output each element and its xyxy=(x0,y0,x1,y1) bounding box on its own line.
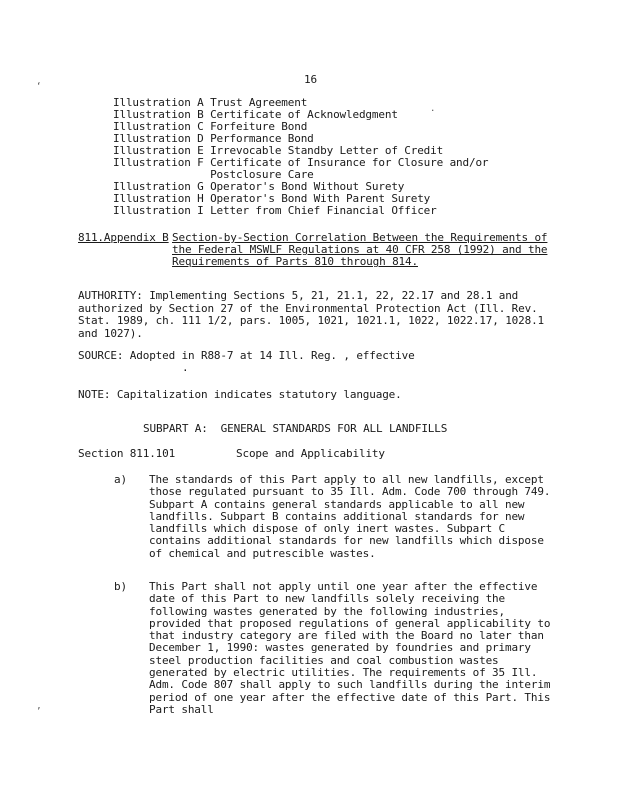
illustration-line: Illustration E Irrevocable Standby Letter of Credit xyxy=(113,144,444,157)
illustration-line: Illustration G Operator's Bond Without Surety xyxy=(113,180,405,193)
scan-mark: . xyxy=(430,104,436,114)
scan-mark: ’ xyxy=(36,707,42,717)
section-title: Scope and Applicability xyxy=(236,447,385,460)
note-line: NOTE: Capitalization indicates statutory language. xyxy=(78,388,402,401)
source-dot: . xyxy=(182,361,189,374)
page-number: 16 xyxy=(304,73,317,86)
illustration-line: Illustration A Trust Agreement xyxy=(113,96,308,109)
source-line: SOURCE: Adopted in R88-7 at 14 Ill. Reg. , effective xyxy=(78,349,415,362)
item-label: b) xyxy=(114,580,127,593)
item-label: a) xyxy=(114,473,127,486)
item-text: This Part shall not apply until one year after the effective date of this Part to new landfills solely receiving the following wastes generated by the following industries, provided that proposed regulations of general applicability to that industry category are filed with the Board no later than December 1, 1990: wastes generated by foundries and primary steel production facilities and coal combustion wastes generated by electric utilities. The requirements of 35 Ill. Adm. Code 807 shall apply to such landfills during the interim period of one year after the effective date of this Part. This Part shall xyxy=(149,580,551,716)
illustration-line: Illustration F Certificate of Insurance for Closure and/or xyxy=(113,156,489,169)
illustration-line: Postclosure Care xyxy=(113,168,314,181)
illustration-line: Illustration D Performance Bond xyxy=(113,132,314,145)
item-text: The standards of this Part apply to all new landfills, except those regulated pursuant to 35 Ill. Adm. Code 700 through 749. Subpart A contains general standards applicable to all new landfills. Subpart B contains additional standards for new landfills which dispose of only inert wastes. Subpart C contains additional standards for new landfills which dispose of chemical and putrescible wastes. xyxy=(149,473,551,560)
illustration-line: Illustration C Forfeiture Bond xyxy=(113,120,308,133)
illustration-line: Illustration B Certificate of Acknowledgment xyxy=(113,108,398,121)
illustration-line: Illustration H Operator's Bond With Parent Surety xyxy=(113,192,431,205)
section-number: Section 811.101 xyxy=(78,447,176,460)
subpart-heading: SUBPART A: GENERAL STANDARDS FOR ALL LANDFILLS xyxy=(143,422,448,435)
appendix-label: 811.Appendix B xyxy=(78,231,169,244)
illustration-line: Illustration I Letter from Chief Financial Officer xyxy=(113,204,437,217)
appendix-title: Section-by-Section Correlation Between the Requirements of the Federal MSWLF Regulations at 40 CFR 258 (1992) and the Requirements of Parts 810 through 814. xyxy=(172,231,548,269)
authority-paragraph: AUTHORITY: Implementing Sections 5, 21, 21.1, 22, 22.17 and 28.1 and authorized by Section 27 of the Environmental Protection Act (Ill. Rev. Stat. 1989, ch. 111 1/2, pars. 1005, 1021, 1021.1, 1022, 1022.17, 1028.1 and 1027). xyxy=(78,289,545,340)
scan-mark: ‘ xyxy=(36,82,42,92)
